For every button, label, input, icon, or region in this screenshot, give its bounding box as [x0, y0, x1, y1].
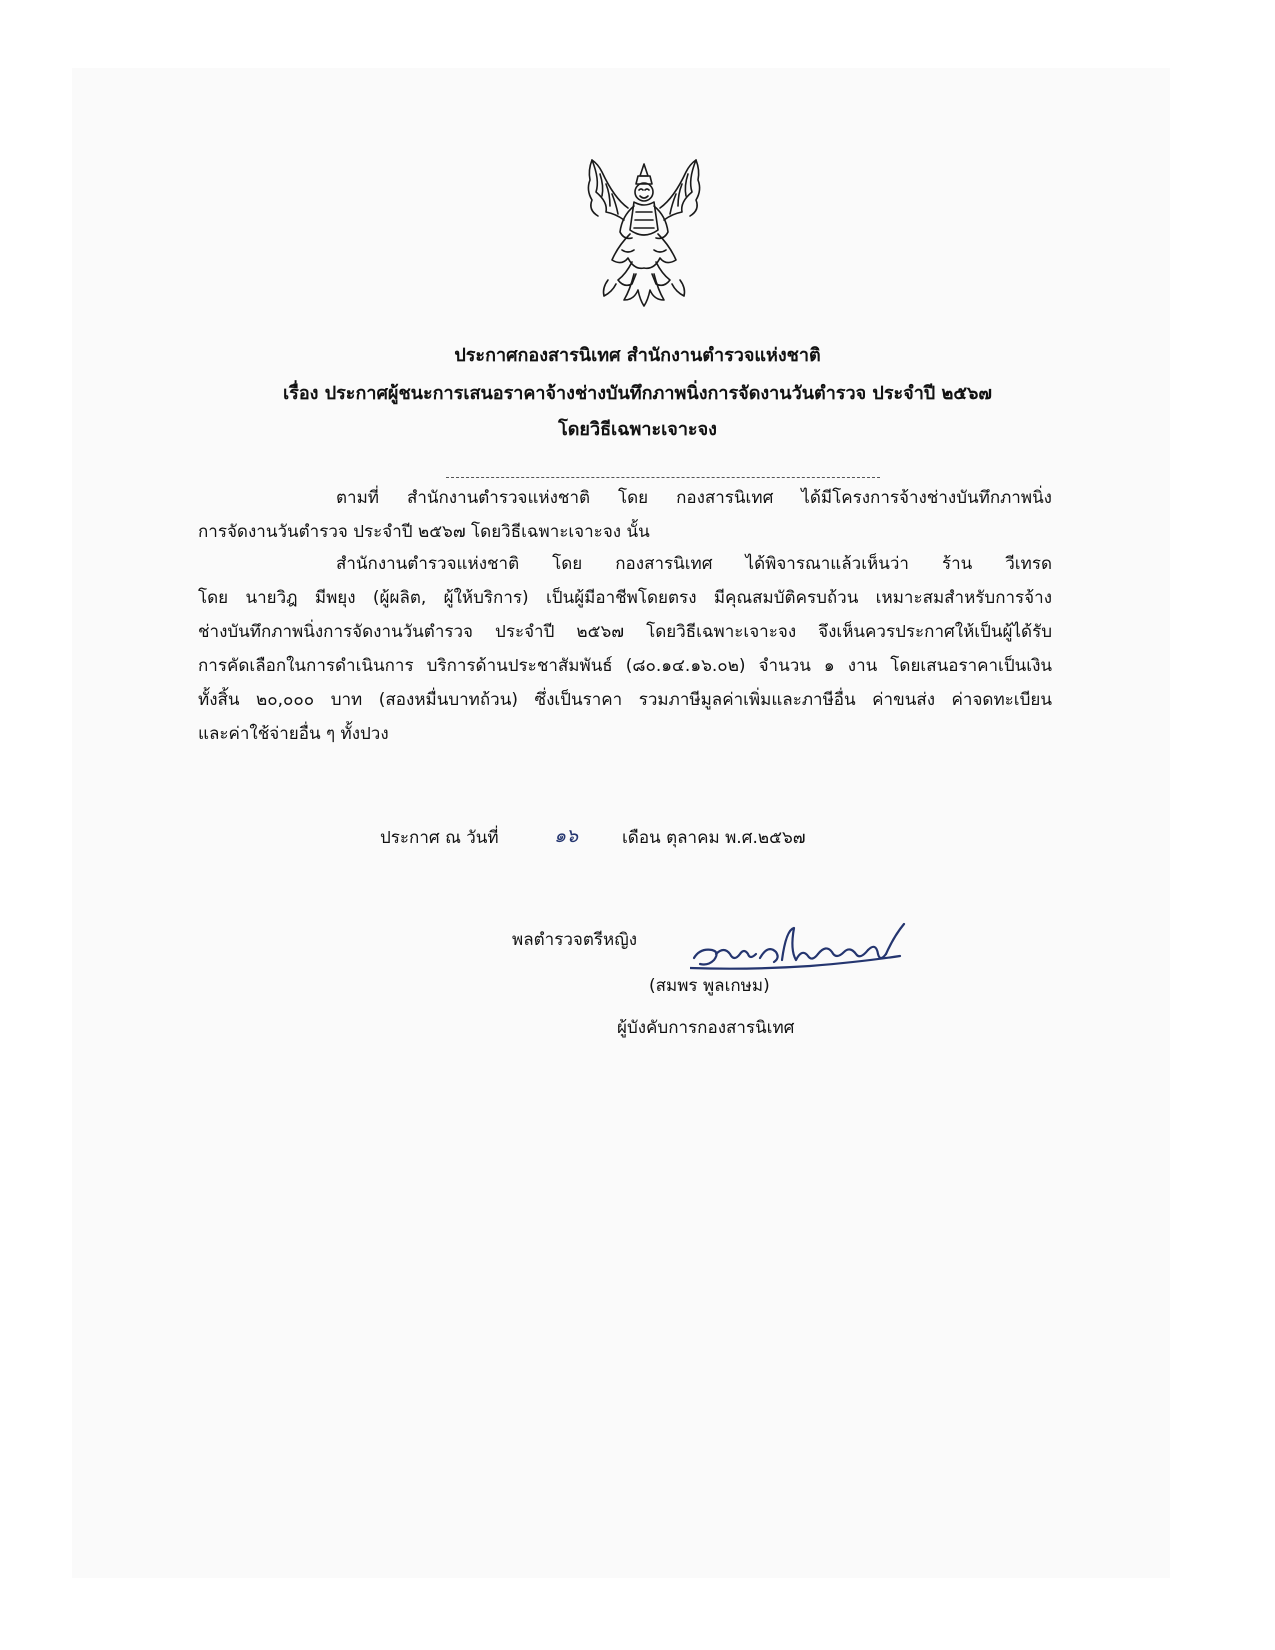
paragraph-1-line-2: การจัดงานวันตำรวจ ประจำปี ๒๕๖๗ โดยวิธีเฉพาะเจาะจง นั้น: [198, 522, 650, 542]
signatory-position: ผู้บังคับการกองสารนิเทศ: [617, 1018, 795, 1038]
paragraph-2-line-4: การคัดเลือกในการดำเนินการ บริการด้านประชาสัมพันธ์ (๘๐.๑๔.๑๖.๐๒) จำนวน ๑ งาน โดยเสนอราคาเป็นเงิน: [198, 656, 1052, 676]
document-title: ประกาศกองสารนิเทศ สำนักงานตำรวจแห่งชาติ: [454, 345, 821, 366]
signatory-name: (สมพร พูลเกษม): [649, 976, 770, 996]
announcement-month-year: เดือน ตุลาคม พ.ศ.๒๕๖๗: [622, 828, 806, 848]
paragraph-2-line-1: สำนักงานตำรวจแห่งชาติ โดย กองสารนิเทศ ได้พิจารณาแล้วเห็นว่า ร้าน วีเทรด: [336, 554, 1052, 574]
paragraph-2-line-2: โดย นายวิฎ มีพยุง (ผู้ผลิต, ผู้ให้บริการ) เป็นผู้มีอาชีพโดยตรง มีคุณสมบัติครบถ้วน เหมาะสมสำหรับการจ้าง: [198, 588, 1052, 608]
garuda-emblem-icon: [578, 150, 710, 310]
announcement-prefix: ประกาศ ณ วันที่: [380, 828, 499, 848]
title-divider: [446, 477, 880, 478]
paragraph-1-line-1: ตามที่ สำนักงานตำรวจแห่งชาติ โดย กองสารนิเทศ ได้มีโครงการจ้างช่างบันทึกภาพนิ่ง: [336, 488, 1052, 508]
document-subject: เรื่อง ประกาศผู้ชนะการเสนอราคาจ้างช่างบันทึกภาพนิ่งการจัดงานวันตำรวจ ประจำปี ๒๕๖๗: [283, 383, 992, 404]
paragraph-2-line-3: ช่างบันทึกภาพนิ่งการจัดงานวันตำรวจ ประจำปี ๒๕๖๗ โดยวิธีเฉพาะเจาะจง จึงเห็นควรประกาศให้เป็นผู้ได้รับ: [198, 622, 1052, 642]
announcement-day: ๑๖: [554, 825, 579, 847]
document-method: โดยวิธีเฉพาะเจาะจง: [558, 419, 717, 440]
signatory-rank: พลตำรวจตรีหญิง: [512, 930, 638, 950]
paragraph-2-line-5: ทั้งสิ้น ๒๐,๐๐๐ บาท (สองหมื่นบาทถ้วน) ซึ่งเป็นราคา รวมภาษีมูลค่าเพิ่มและภาษีอื่น ค่าขนส่ง ค่าจดทะเบียน: [198, 690, 1052, 710]
paragraph-2-line-6: และค่าใช้จ่ายอื่น ๆ ทั้งปวง: [198, 724, 389, 744]
